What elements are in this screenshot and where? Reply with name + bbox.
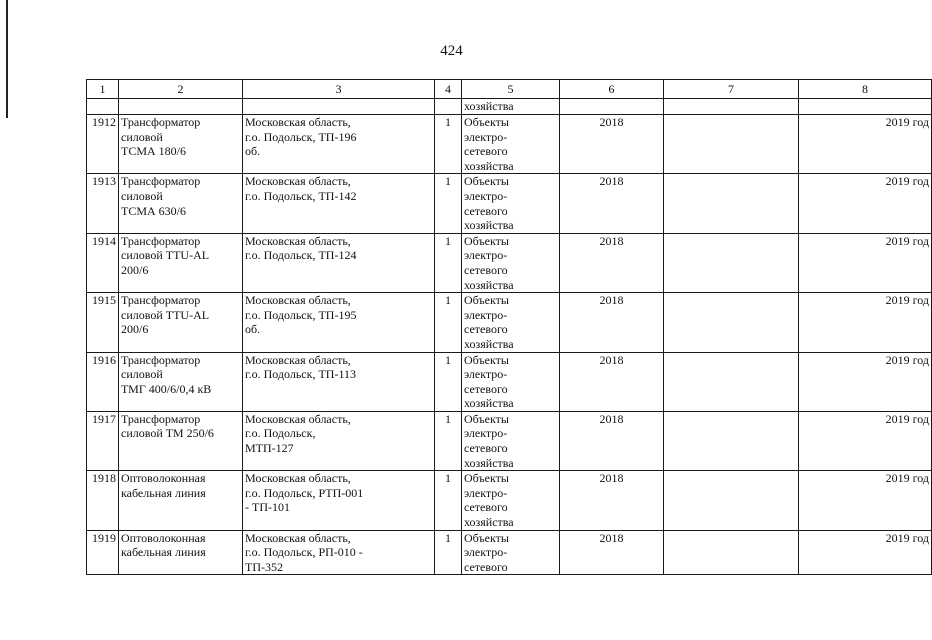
- object-period: [799, 233, 932, 292]
- header-cell: 2: [119, 80, 243, 99]
- object-address: [243, 530, 435, 575]
- object-name: [119, 174, 243, 233]
- row-number: [87, 411, 119, 470]
- object-address-text: Московская область, г.о. Подольск, РП-010 - ТП-352: [245, 530, 363, 574]
- object-category: [462, 471, 560, 530]
- object-year: [560, 352, 664, 411]
- object-address: [243, 293, 435, 352]
- table-row: [87, 411, 932, 470]
- object-address: [243, 352, 435, 411]
- header-cell: 3: [243, 80, 435, 99]
- row-number-text: 1918: [92, 471, 116, 486]
- continuation-row: [87, 99, 932, 115]
- object-category: [462, 174, 560, 233]
- table-cell: [664, 352, 799, 411]
- row-number: [87, 233, 119, 292]
- object-address-text: Московская область, г.о. Подольск, РТП-001 - ТП-101: [245, 471, 364, 515]
- object-address-text: Московская область, г.о. Подольск, ТП-124: [245, 233, 357, 263]
- table-row: [87, 471, 932, 530]
- row-number: [87, 293, 119, 352]
- object-address-text: Московская область, г.о. Подольск, ТП-113: [245, 352, 356, 382]
- row-number: [87, 174, 119, 233]
- header-cell: 8: [799, 80, 932, 99]
- table-cell: [243, 99, 435, 115]
- object-period: [799, 174, 932, 233]
- row-number-text: 1917: [92, 411, 116, 426]
- table-cell: [664, 115, 799, 174]
- row-number-text: 1914: [92, 233, 116, 248]
- object-period-text: 2019 год: [885, 352, 929, 367]
- object-address: [243, 233, 435, 292]
- object-address-text: Московская область, г.о. Подольск, ТП-195 об.: [245, 293, 357, 337]
- object-quantity: [435, 471, 462, 530]
- header-cell: 1: [87, 80, 119, 99]
- object-year-text: 2018: [599, 411, 624, 426]
- object-period-text: 2019 год: [885, 115, 929, 129]
- header-cell: 5: [462, 80, 560, 99]
- registry-table: [86, 79, 932, 575]
- object-quantity: [435, 233, 462, 292]
- object-name: [119, 471, 243, 530]
- header-cell: 4: [435, 80, 462, 99]
- object-name-text: Трансформатор силовой TTU-AL 200/6: [121, 293, 210, 337]
- object-year-text: 2018: [599, 115, 624, 129]
- object-quantity-text: 1: [445, 471, 451, 486]
- object-name: [119, 293, 243, 352]
- object-quantity: [435, 352, 462, 411]
- object-address-text: Московская область, г.о. Подольск, МТП-127: [245, 411, 351, 456]
- object-name-text: Трансформатор силовой ТМ 250/6: [121, 411, 214, 441]
- object-year: [560, 115, 664, 174]
- header-row: [87, 80, 932, 99]
- row-number: [87, 530, 119, 575]
- row-number-text: 1916: [92, 352, 116, 367]
- object-name-text: Оптоволоконная кабельная линия: [121, 471, 206, 500]
- object-year-text: 2018: [599, 471, 624, 486]
- row-number-text: 1912: [92, 115, 116, 129]
- row-number: [87, 115, 119, 174]
- object-year: [560, 471, 664, 530]
- object-year: [560, 293, 664, 352]
- object-category: [462, 293, 560, 352]
- table-cell: [664, 530, 799, 575]
- table-cell: [664, 471, 799, 530]
- object-name: [119, 352, 243, 411]
- table-row: [87, 174, 932, 233]
- object-address: [243, 411, 435, 470]
- object-name: [119, 411, 243, 470]
- object-name: [119, 530, 243, 575]
- object-address-text: Московская область, г.о. Подольск, ТП-142: [245, 174, 357, 203]
- object-period: [799, 293, 932, 352]
- object-category: [462, 530, 560, 575]
- object-name: [119, 115, 243, 174]
- object-quantity: [435, 411, 462, 470]
- row-number-text: 1915: [92, 293, 116, 308]
- object-quantity-text: 1: [445, 352, 451, 367]
- row-number-text: 1913: [92, 174, 116, 189]
- object-year: [560, 174, 664, 233]
- object-year: [560, 411, 664, 470]
- object-year: [560, 233, 664, 292]
- table-cell: [664, 174, 799, 233]
- object-category-text: Объекты электро- сетевого хозяйства: [464, 174, 514, 233]
- object-quantity-text: 1: [445, 530, 451, 545]
- object-period: [799, 530, 932, 575]
- object-period-text: 2019 год: [885, 471, 929, 486]
- object-category: [462, 115, 560, 174]
- table-cell: [799, 99, 932, 115]
- object-period: [799, 411, 932, 470]
- object-quantity-text: 1: [445, 293, 451, 308]
- header-cell: 7: [664, 80, 799, 99]
- object-name-text: Трансформатор силовой ТСМА 180/6: [121, 115, 201, 159]
- table-cell: [664, 293, 799, 352]
- object-period-text: 2019 год: [885, 233, 929, 248]
- table-row: [87, 115, 932, 174]
- object-year-text: 2018: [599, 233, 624, 248]
- object-address: [243, 174, 435, 233]
- table-cell: [87, 99, 119, 115]
- object-year-text: 2018: [599, 293, 624, 308]
- object-name-text: Трансформатор силовой ТМГ 400/6/0,4 кВ: [121, 352, 212, 396]
- object-name: [119, 233, 243, 292]
- object-quantity-text: 1: [445, 115, 451, 129]
- object-period-text: 2019 год: [885, 174, 929, 189]
- object-category: [462, 352, 560, 411]
- object-period: [799, 115, 932, 174]
- object-category-text: Объекты электро- сетевого хозяйства: [464, 352, 514, 411]
- table-cell: [664, 99, 799, 115]
- object-quantity: [435, 293, 462, 352]
- object-quantity-text: 1: [445, 411, 451, 426]
- object-name-text: Оптоволоконная кабельная линия: [121, 530, 206, 560]
- row-number-text: 1919: [92, 530, 116, 545]
- table-cell: хозяйства: [462, 99, 560, 115]
- object-quantity: [435, 174, 462, 233]
- object-period-text: 2019 год: [885, 530, 929, 545]
- object-year-text: 2018: [599, 352, 624, 367]
- page-number: 424: [440, 43, 463, 59]
- table-cell: [560, 99, 664, 115]
- object-quantity: [435, 530, 462, 575]
- object-year-text: 2018: [599, 530, 624, 545]
- table-row: [87, 233, 932, 292]
- object-quantity-text: 1: [445, 233, 451, 248]
- object-name-text: Трансформатор силовой ТСМА 630/6: [121, 174, 201, 218]
- header-cell: 6: [560, 80, 664, 99]
- table-cell: [119, 99, 243, 115]
- object-category-text: Объекты электро- сетевого хозяйства: [464, 233, 514, 292]
- table-cell: [664, 411, 799, 470]
- table-row: [87, 352, 932, 411]
- object-category: [462, 411, 560, 470]
- object-category-text: Объекты электро- сетевого хозяйства: [464, 115, 514, 173]
- table-cell: [664, 233, 799, 292]
- object-year: [560, 530, 664, 575]
- object-category-text: Объекты электро- сетевого: [464, 530, 509, 574]
- table-cell: [435, 99, 462, 115]
- object-period-text: 2019 год: [885, 411, 929, 426]
- object-quantity: [435, 115, 462, 174]
- object-period-text: 2019 год: [885, 293, 929, 308]
- object-period: [799, 352, 932, 411]
- object-name-text: Трансформатор силовой TTU-AL 200/6: [121, 233, 210, 277]
- table-row: [87, 293, 932, 352]
- object-address: [243, 471, 435, 530]
- object-quantity-text: 1: [445, 174, 451, 189]
- object-category-text: Объекты электро- сетевого хозяйства: [464, 471, 514, 530]
- object-year-text: 2018: [599, 174, 624, 189]
- row-number: [87, 352, 119, 411]
- object-address: [243, 115, 435, 174]
- row-number: [87, 471, 119, 530]
- object-category-text: Объекты электро- сетевого хозяйства: [464, 411, 514, 470]
- object-address-text: Московская область, г.о. Подольск, ТП-196 об.: [245, 115, 357, 159]
- object-period: [799, 471, 932, 530]
- object-category-text: Объекты электро- сетевого хозяйства: [464, 293, 514, 351]
- object-category: [462, 233, 560, 292]
- table-row: [87, 530, 932, 575]
